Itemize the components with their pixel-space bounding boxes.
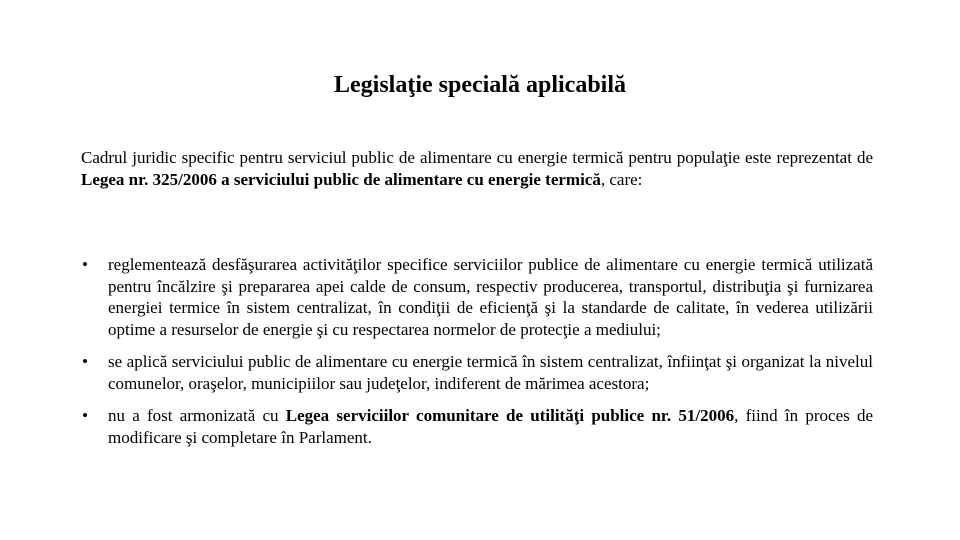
intro-law-reference: Legea nr. 325/2006 a serviciului public de alimentare cu energie termică	[81, 169, 601, 189]
list-item	[82, 405, 873, 448]
bullet-icon: •	[82, 406, 88, 425]
bullet-law-reference: Legea serviciilor comunitare de utilităţi publice nr. 51/2006	[285, 406, 735, 425]
intro-paragraph	[81, 147, 873, 190]
bullet-text-after: , fiind în proces de modificare şi completare în Parlament.	[108, 406, 873, 447]
bullet-text: reglementează desfăşurarea activităţilor specifice serviciilor publice de alimentare cu energie termică utilizată pentru încălzire şi prepararea apei calde de consum, respectiv producerea, transportul, distribuţia şi furnizarea energiei termice în sistem centralizat, în condiţii de eficienţă şi la standarde de calitate, în vederea utilizării optime a resurselor de energie şi cu respectarea normelor de protecţie a mediului;	[108, 255, 873, 339]
bullet-text-before: nu a fost armonizată cu	[108, 406, 286, 425]
bullet-text: se aplică serviciului public de alimentare cu energie termică în sistem centralizat, înfiinţat şi organizat la nivelul comunelor, oraşelor, municipiilor sau judeţelor, indiferent de mărimea acestora;	[108, 352, 873, 393]
list-item	[82, 254, 873, 340]
intro-text-before: Cadrul juridic specific pentru serviciul public de alimentare cu energie termică pentru populaţie este reprezentat de	[81, 148, 873, 167]
bullet-icon: •	[82, 352, 88, 371]
bullet-icon: •	[82, 255, 88, 274]
intro-text-after: , care:	[600, 169, 643, 189]
page-title: Legislaţie specială aplicabilă	[334, 72, 626, 98]
list-item	[82, 351, 873, 394]
bullet-list	[82, 254, 873, 459]
